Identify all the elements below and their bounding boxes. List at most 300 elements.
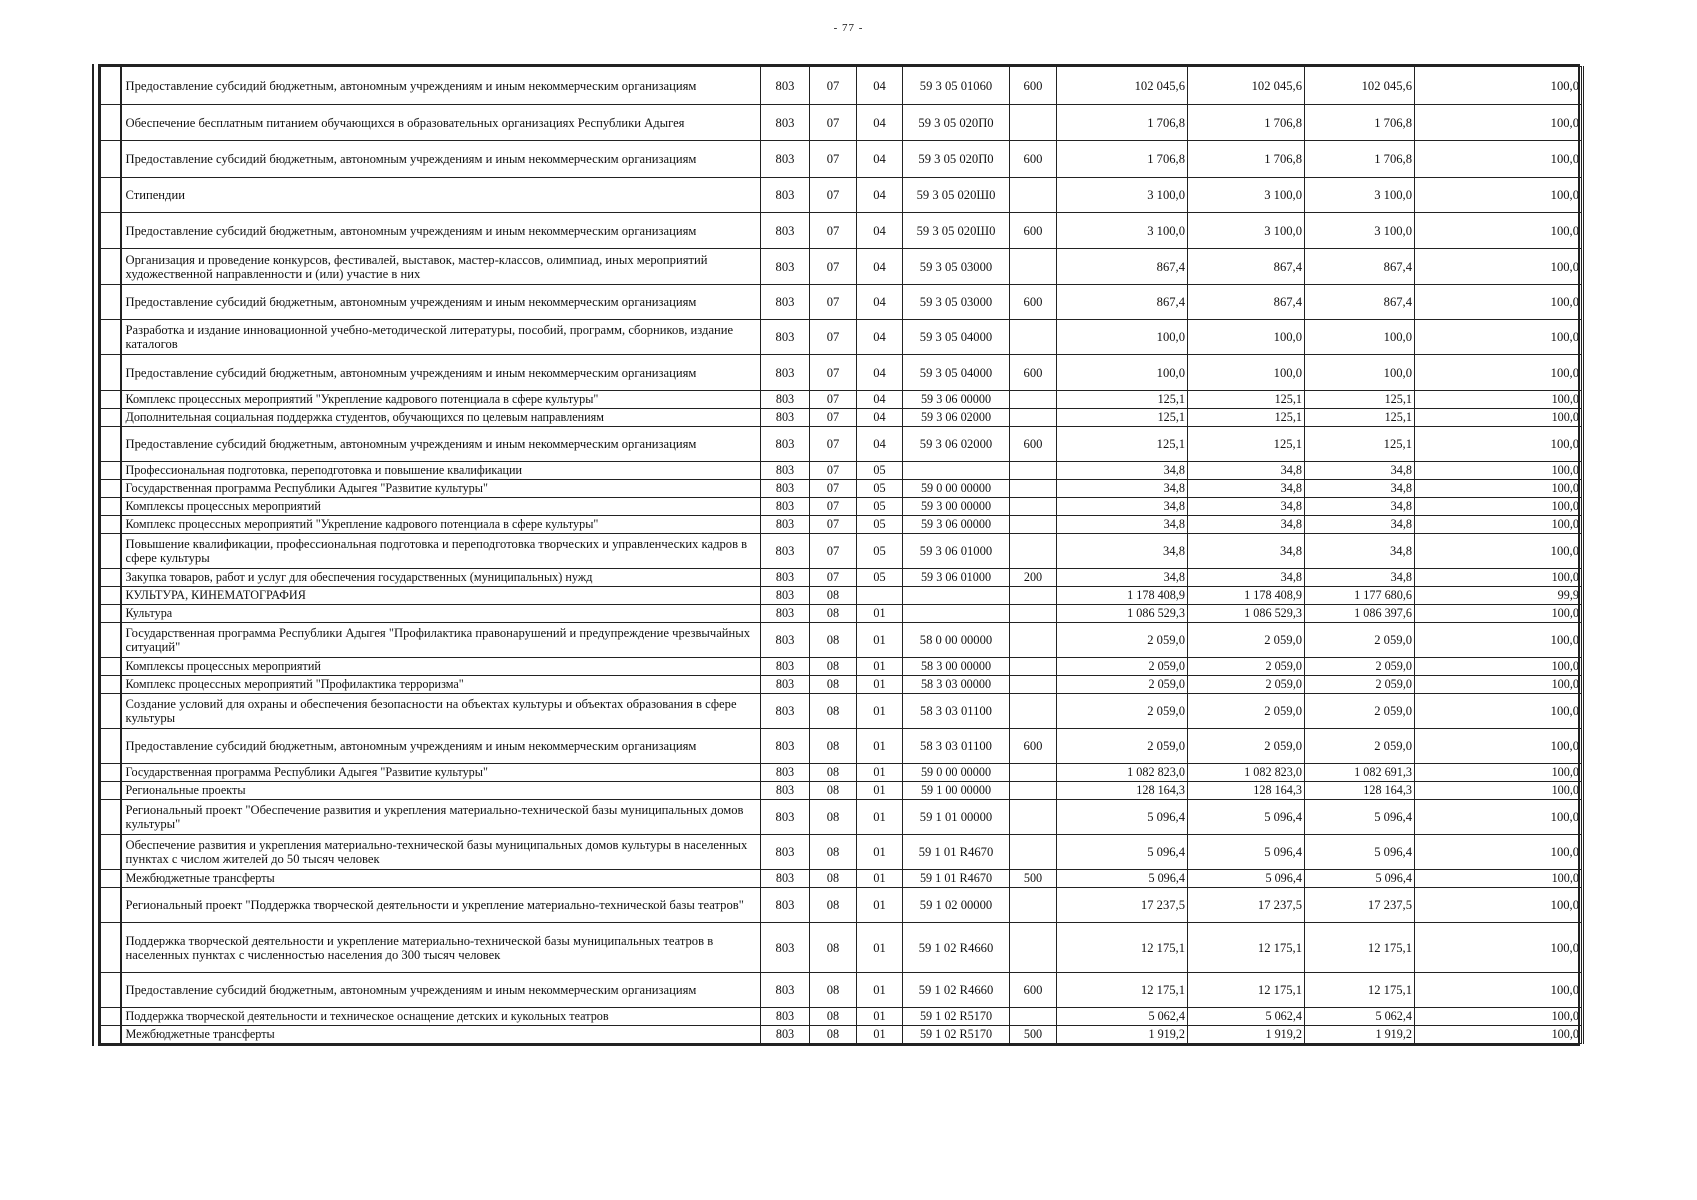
amount-executed-cell: 5 096,4 [1305,800,1415,835]
amount-refined-cell: 867,4 [1188,249,1305,285]
target-article-cell: 59 3 05 020Ш0 [903,178,1010,213]
table-row [101,764,1583,782]
table-row [101,427,1583,462]
row-margin-cell [101,534,121,569]
target-article-cell: 59 1 01 R4670 [903,870,1010,888]
target-article-cell: 58 3 03 01100 [903,729,1010,764]
table-row [101,355,1583,391]
amount-plan-cell: 1 706,8 [1057,141,1188,178]
amount-plan-cell: 34,8 [1057,516,1188,534]
percent-executed-cell: 100,0 [1415,973,1583,1008]
target-article-cell: 59 0 00 00000 [903,480,1010,498]
amount-executed-cell: 3 100,0 [1305,213,1415,249]
page-number: - 77 - [833,22,864,34]
percent-executed-cell: 100,0 [1415,800,1583,835]
section-code-cell: 07 [810,105,857,141]
amount-refined-cell: 1 178 408,9 [1188,587,1305,605]
ved-code-cell: 803 [761,800,810,835]
row-name-cell: Профессиональная подготовка, переподготовка и повышение квалификации [121,462,761,480]
amount-refined-cell: 2 059,0 [1188,658,1305,676]
row-name-cell: Комплексы процессных мероприятий [121,658,761,676]
amount-refined-cell: 34,8 [1188,534,1305,569]
section-code-cell: 08 [810,623,857,658]
row-name-cell: Создание условий для охраны и обеспечения безопасности на объектах культуры и объектах образования в сфере культуры [121,694,761,729]
row-name-cell: Стипендии [121,178,761,213]
section-code-cell: 07 [810,249,857,285]
ved-code-cell: 803 [761,480,810,498]
subsection-code-cell: 05 [857,569,903,587]
amount-executed-cell: 100,0 [1305,355,1415,391]
row-name-cell: Предоставление субсидий бюджетным, автономным учреждениям и иным некоммерческим организациям [121,285,761,320]
percent-executed-cell: 100,0 [1415,569,1583,587]
expense-type-cell [1010,480,1057,498]
subsection-code-cell: 01 [857,623,903,658]
amount-plan-cell: 12 175,1 [1057,973,1188,1008]
amount-plan-cell: 12 175,1 [1057,923,1188,973]
section-code-cell: 07 [810,213,857,249]
expense-type-cell [1010,320,1057,355]
target-article-cell: 58 3 03 01100 [903,694,1010,729]
row-name-cell: Государственная программа Республики Адыгея "Развитие культуры" [121,480,761,498]
subsection-code-cell: 04 [857,355,903,391]
row-margin-cell [101,391,121,409]
amount-refined-cell: 34,8 [1188,498,1305,516]
table-row [101,391,1583,409]
expense-type-cell [1010,694,1057,729]
row-margin-cell [101,178,121,213]
section-code-cell: 07 [810,391,857,409]
target-article-cell: 59 3 05 04000 [903,355,1010,391]
ved-code-cell: 803 [761,498,810,516]
amount-plan-cell: 2 059,0 [1057,658,1188,676]
row-name-cell: Дополнительная социальная поддержка студентов, обучающихся по целевым направлениям [121,409,761,427]
table-row [101,587,1583,605]
amount-refined-cell: 2 059,0 [1188,729,1305,764]
ved-code-cell: 803 [761,729,810,764]
amount-plan-cell: 867,4 [1057,249,1188,285]
row-name-cell: Предоставление субсидий бюджетным, автономным учреждениям и иным некоммерческим организациям [121,213,761,249]
subsection-code-cell: 01 [857,888,903,923]
expense-type-cell [1010,923,1057,973]
ved-code-cell: 803 [761,355,810,391]
amount-refined-cell: 2 059,0 [1188,676,1305,694]
expense-type-cell: 600 [1010,141,1057,178]
expense-type-cell [1010,623,1057,658]
amount-plan-cell: 2 059,0 [1057,623,1188,658]
row-margin-cell [101,498,121,516]
expense-type-cell [1010,462,1057,480]
target-article-cell: 59 3 06 00000 [903,391,1010,409]
target-article-cell: 59 1 02 R4660 [903,923,1010,973]
amount-plan-cell: 3 100,0 [1057,178,1188,213]
section-code-cell: 07 [810,498,857,516]
row-margin-cell [101,973,121,1008]
table-row [101,213,1583,249]
row-margin-cell [101,835,121,870]
target-article-cell: 59 3 05 04000 [903,320,1010,355]
table-body [101,67,1583,1044]
percent-executed-cell: 100,0 [1415,249,1583,285]
row-name-cell: Поддержка творческой деятельности и техническое оснащение детских и кукольных театров [121,1008,761,1026]
amount-plan-cell: 17 237,5 [1057,888,1188,923]
row-margin-cell [101,213,121,249]
percent-executed-cell: 100,0 [1415,623,1583,658]
amount-executed-cell: 34,8 [1305,498,1415,516]
percent-executed-cell: 100,0 [1415,462,1583,480]
ved-code-cell: 803 [761,285,810,320]
amount-plan-cell: 34,8 [1057,480,1188,498]
expense-type-cell [1010,888,1057,923]
ved-code-cell: 803 [761,623,810,658]
section-code-cell: 08 [810,1008,857,1026]
table-row [101,516,1583,534]
ved-code-cell: 803 [761,923,810,973]
row-margin-cell [101,249,121,285]
ved-code-cell: 803 [761,1026,810,1044]
table-row [101,178,1583,213]
amount-executed-cell: 2 059,0 [1305,729,1415,764]
row-name-cell: Предоставление субсидий бюджетным, автономным учреждениям и иным некоммерческим организациям [121,355,761,391]
row-name-cell: КУЛЬТУРА, КИНЕМАТОГРАФИЯ [121,587,761,605]
table-row [101,1008,1583,1026]
target-article-cell: 59 3 05 020Ш0 [903,213,1010,249]
row-margin-cell [101,587,121,605]
row-name-cell: Организация и проведение конкурсов, фестивалей, выставок, мастер-классов, олимпиад, иных мероприятий художественной направленности и (или) участие в них [121,249,761,285]
expense-type-cell: 600 [1010,427,1057,462]
row-margin-cell [101,355,121,391]
table-row [101,285,1583,320]
ved-code-cell: 803 [761,105,810,141]
percent-executed-cell: 100,0 [1415,213,1583,249]
amount-executed-cell: 1 086 397,6 [1305,605,1415,623]
amount-refined-cell: 5 096,4 [1188,800,1305,835]
row-margin-cell [101,569,121,587]
section-code-cell: 07 [810,569,857,587]
ved-code-cell: 803 [761,694,810,729]
expense-type-cell: 500 [1010,870,1057,888]
row-margin-cell [101,729,121,764]
row-name-cell: Комплексы процессных мероприятий [121,498,761,516]
percent-executed-cell: 100,0 [1415,516,1583,534]
subsection-code-cell: 01 [857,729,903,764]
ved-code-cell: 803 [761,605,810,623]
target-article-cell: 58 3 00 00000 [903,658,1010,676]
amount-refined-cell: 1 086 529,3 [1188,605,1305,623]
amount-plan-cell: 34,8 [1057,462,1188,480]
section-code-cell: 07 [810,427,857,462]
amount-refined-cell: 102 045,6 [1188,67,1305,105]
section-code-cell: 07 [810,516,857,534]
target-article-cell: 59 1 01 R4670 [903,835,1010,870]
amount-executed-cell: 34,8 [1305,516,1415,534]
amount-executed-cell: 5 062,4 [1305,1008,1415,1026]
amount-executed-cell: 17 237,5 [1305,888,1415,923]
table-row [101,141,1583,178]
expense-type-cell [1010,105,1057,141]
expense-type-cell [1010,835,1057,870]
row-name-cell: Межбюджетные трансферты [121,870,761,888]
row-name-cell: Культура [121,605,761,623]
table-row [101,800,1583,835]
target-article-cell: 58 0 00 00000 [903,623,1010,658]
percent-executed-cell: 100,0 [1415,658,1583,676]
amount-executed-cell: 1 919,2 [1305,1026,1415,1044]
percent-executed-cell: 100,0 [1415,320,1583,355]
amount-refined-cell: 867,4 [1188,285,1305,320]
section-code-cell: 07 [810,355,857,391]
percent-executed-cell: 100,0 [1415,782,1583,800]
row-margin-cell [101,1008,121,1026]
amount-plan-cell: 100,0 [1057,355,1188,391]
subsection-code-cell: 04 [857,67,903,105]
amount-refined-cell: 128 164,3 [1188,782,1305,800]
expense-type-cell: 500 [1010,1026,1057,1044]
amount-refined-cell: 5 096,4 [1188,870,1305,888]
section-code-cell: 07 [810,534,857,569]
section-code-cell: 07 [810,178,857,213]
target-article-cell: 59 1 02 R5170 [903,1008,1010,1026]
amount-executed-cell: 867,4 [1305,249,1415,285]
expense-type-cell: 600 [1010,67,1057,105]
percent-executed-cell: 100,0 [1415,427,1583,462]
amount-plan-cell: 1 178 408,9 [1057,587,1188,605]
row-name-cell: Разработка и издание инновационной учебно-методической литературы, пособий, программ, сборников, издание каталогов [121,320,761,355]
amount-executed-cell: 125,1 [1305,391,1415,409]
target-article-cell: 59 1 02 R4660 [903,973,1010,1008]
percent-executed-cell: 100,0 [1415,870,1583,888]
expense-type-cell [1010,676,1057,694]
ved-code-cell: 803 [761,888,810,923]
expense-type-cell [1010,605,1057,623]
target-article-cell: 59 3 05 020П0 [903,141,1010,178]
table-row [101,973,1583,1008]
row-margin-cell [101,676,121,694]
ved-code-cell: 803 [761,782,810,800]
row-margin-cell [101,462,121,480]
subsection-code-cell: 01 [857,694,903,729]
section-code-cell: 08 [810,888,857,923]
amount-refined-cell: 34,8 [1188,569,1305,587]
table-row [101,320,1583,355]
percent-executed-cell: 100,0 [1415,1026,1583,1044]
subsection-code-cell: 01 [857,658,903,676]
expense-type-cell [1010,249,1057,285]
subsection-code-cell: 05 [857,480,903,498]
target-article-cell [903,605,1010,623]
amount-executed-cell: 1 706,8 [1305,141,1415,178]
row-margin-cell [101,427,121,462]
target-article-cell: 59 3 00 00000 [903,498,1010,516]
amount-executed-cell: 34,8 [1305,534,1415,569]
percent-executed-cell: 100,0 [1415,498,1583,516]
target-article-cell: 59 3 05 020П0 [903,105,1010,141]
expense-type-cell: 600 [1010,285,1057,320]
row-name-cell: Закупка товаров, работ и услуг для обеспечения государственных (муниципальных) нужд [121,569,761,587]
table-row [101,835,1583,870]
percent-executed-cell: 100,0 [1415,409,1583,427]
ved-code-cell: 803 [761,427,810,462]
table-row [101,870,1583,888]
section-code-cell: 08 [810,764,857,782]
expense-type-cell [1010,764,1057,782]
percent-executed-cell: 100,0 [1415,835,1583,870]
section-code-cell: 08 [810,1026,857,1044]
amount-plan-cell: 1 706,8 [1057,105,1188,141]
amount-executed-cell: 867,4 [1305,285,1415,320]
row-name-cell: Региональный проект "Обеспечение развития и укрепления материально-технической базы муниципальных домов культуры" [121,800,761,835]
subsection-code-cell: 01 [857,676,903,694]
table-row [101,409,1583,427]
amount-refined-cell: 2 059,0 [1188,694,1305,729]
target-article-cell: 59 3 05 03000 [903,285,1010,320]
percent-executed-cell: 100,0 [1415,729,1583,764]
amount-refined-cell: 3 100,0 [1188,213,1305,249]
subsection-code-cell: 04 [857,141,903,178]
subsection-code-cell: 05 [857,462,903,480]
table-row [101,1026,1583,1044]
ved-code-cell: 803 [761,391,810,409]
row-margin-cell [101,409,121,427]
row-margin-cell [101,923,121,973]
amount-refined-cell: 1 082 823,0 [1188,764,1305,782]
target-article-cell: 58 3 03 00000 [903,676,1010,694]
subsection-code-cell: 01 [857,1008,903,1026]
target-article-cell: 59 3 05 03000 [903,249,1010,285]
amount-executed-cell: 125,1 [1305,427,1415,462]
amount-refined-cell: 125,1 [1188,427,1305,462]
ved-code-cell: 803 [761,141,810,178]
amount-plan-cell: 867,4 [1057,285,1188,320]
ved-code-cell: 803 [761,835,810,870]
row-margin-cell [101,141,121,178]
expense-type-cell [1010,782,1057,800]
amount-executed-cell: 125,1 [1305,409,1415,427]
section-code-cell: 07 [810,67,857,105]
amount-refined-cell: 100,0 [1188,355,1305,391]
table-row [101,676,1583,694]
target-article-cell [903,587,1010,605]
subsection-code-cell: 04 [857,409,903,427]
ved-code-cell: 803 [761,67,810,105]
table-row [101,462,1583,480]
table-row [101,658,1583,676]
amount-plan-cell: 34,8 [1057,534,1188,569]
amount-plan-cell: 34,8 [1057,498,1188,516]
expense-type-cell [1010,800,1057,835]
ved-code-cell: 803 [761,870,810,888]
section-code-cell: 07 [810,285,857,320]
amount-refined-cell: 1 919,2 [1188,1026,1305,1044]
expense-type-cell [1010,516,1057,534]
row-margin-cell [101,623,121,658]
row-margin-cell [101,1026,121,1044]
row-margin-cell [101,516,121,534]
amount-executed-cell: 100,0 [1305,320,1415,355]
percent-executed-cell: 100,0 [1415,480,1583,498]
subsection-code-cell: 01 [857,1026,903,1044]
percent-executed-cell: 100,0 [1415,676,1583,694]
table-row [101,782,1583,800]
percent-executed-cell: 100,0 [1415,67,1583,105]
subsection-code-cell: 04 [857,213,903,249]
table-row [101,888,1583,923]
ved-code-cell: 803 [761,587,810,605]
table-row [101,105,1583,141]
amount-executed-cell: 34,8 [1305,480,1415,498]
row-name-cell: Комплекс процессных мероприятий "Укрепление кадрового потенциала в сфере культуры" [121,391,761,409]
section-code-cell: 08 [810,658,857,676]
target-article-cell: 59 1 00 00000 [903,782,1010,800]
percent-executed-cell: 100,0 [1415,1008,1583,1026]
subsection-code-cell: 01 [857,764,903,782]
amount-refined-cell: 5 062,4 [1188,1008,1305,1026]
expense-type-cell: 600 [1010,729,1057,764]
amount-executed-cell: 2 059,0 [1305,694,1415,729]
ved-code-cell: 803 [761,409,810,427]
target-article-cell: 59 3 06 02000 [903,409,1010,427]
target-article-cell: 59 3 06 02000 [903,427,1010,462]
row-margin-cell [101,480,121,498]
percent-executed-cell: 100,0 [1415,141,1583,178]
subsection-code-cell: 05 [857,534,903,569]
section-code-cell: 08 [810,870,857,888]
row-name-cell: Предоставление субсидий бюджетным, автономным учреждениям и иным некоммерческим организациям [121,141,761,178]
amount-plan-cell: 5 096,4 [1057,800,1188,835]
amount-plan-cell: 5 062,4 [1057,1008,1188,1026]
percent-executed-cell: 100,0 [1415,605,1583,623]
expense-type-cell [1010,534,1057,569]
amount-plan-cell: 5 096,4 [1057,835,1188,870]
target-article-cell: 59 3 06 01000 [903,569,1010,587]
amount-executed-cell: 1 706,8 [1305,105,1415,141]
section-code-cell: 07 [810,320,857,355]
target-article-cell: 59 1 02 R5170 [903,1026,1010,1044]
row-margin-cell [101,764,121,782]
amount-executed-cell: 34,8 [1305,569,1415,587]
row-margin-cell [101,658,121,676]
row-name-cell: Обеспечение развития и укрепления материально-технической базы муниципальных домов культуры в населенных пунктах с числом жителей до 50 тысяч человек [121,835,761,870]
percent-executed-cell: 100,0 [1415,888,1583,923]
row-name-cell: Поддержка творческой деятельности и укрепление материально-технической базы муниципальных театров в населенных пунктах с численностью населения до 300 тысяч человек [121,923,761,973]
row-name-cell: Межбюджетные трансферты [121,1026,761,1044]
section-code-cell: 07 [810,462,857,480]
row-name-cell: Комплекс процессных мероприятий "Укрепление кадрового потенциала в сфере культуры" [121,516,761,534]
amount-executed-cell: 1 082 691,3 [1305,764,1415,782]
table-row [101,498,1583,516]
amount-executed-cell: 12 175,1 [1305,973,1415,1008]
expense-type-cell [1010,1008,1057,1026]
row-margin-cell [101,870,121,888]
expense-type-cell: 600 [1010,973,1057,1008]
amount-executed-cell: 2 059,0 [1305,623,1415,658]
amount-refined-cell: 34,8 [1188,480,1305,498]
amount-plan-cell: 3 100,0 [1057,213,1188,249]
section-code-cell: 07 [810,480,857,498]
table-row [101,605,1583,623]
section-code-cell: 08 [810,694,857,729]
expense-type-cell [1010,658,1057,676]
section-code-cell: 08 [810,923,857,973]
section-code-cell: 07 [810,409,857,427]
amount-executed-cell: 1 177 680,6 [1305,587,1415,605]
subsection-code-cell: 04 [857,285,903,320]
section-code-cell: 08 [810,835,857,870]
target-article-cell [903,462,1010,480]
row-name-cell: Предоставление субсидий бюджетным, автономным учреждениям и иным некоммерческим организациям [121,67,761,105]
row-margin-cell [101,782,121,800]
subsection-code-cell: 04 [857,320,903,355]
amount-executed-cell: 128 164,3 [1305,782,1415,800]
